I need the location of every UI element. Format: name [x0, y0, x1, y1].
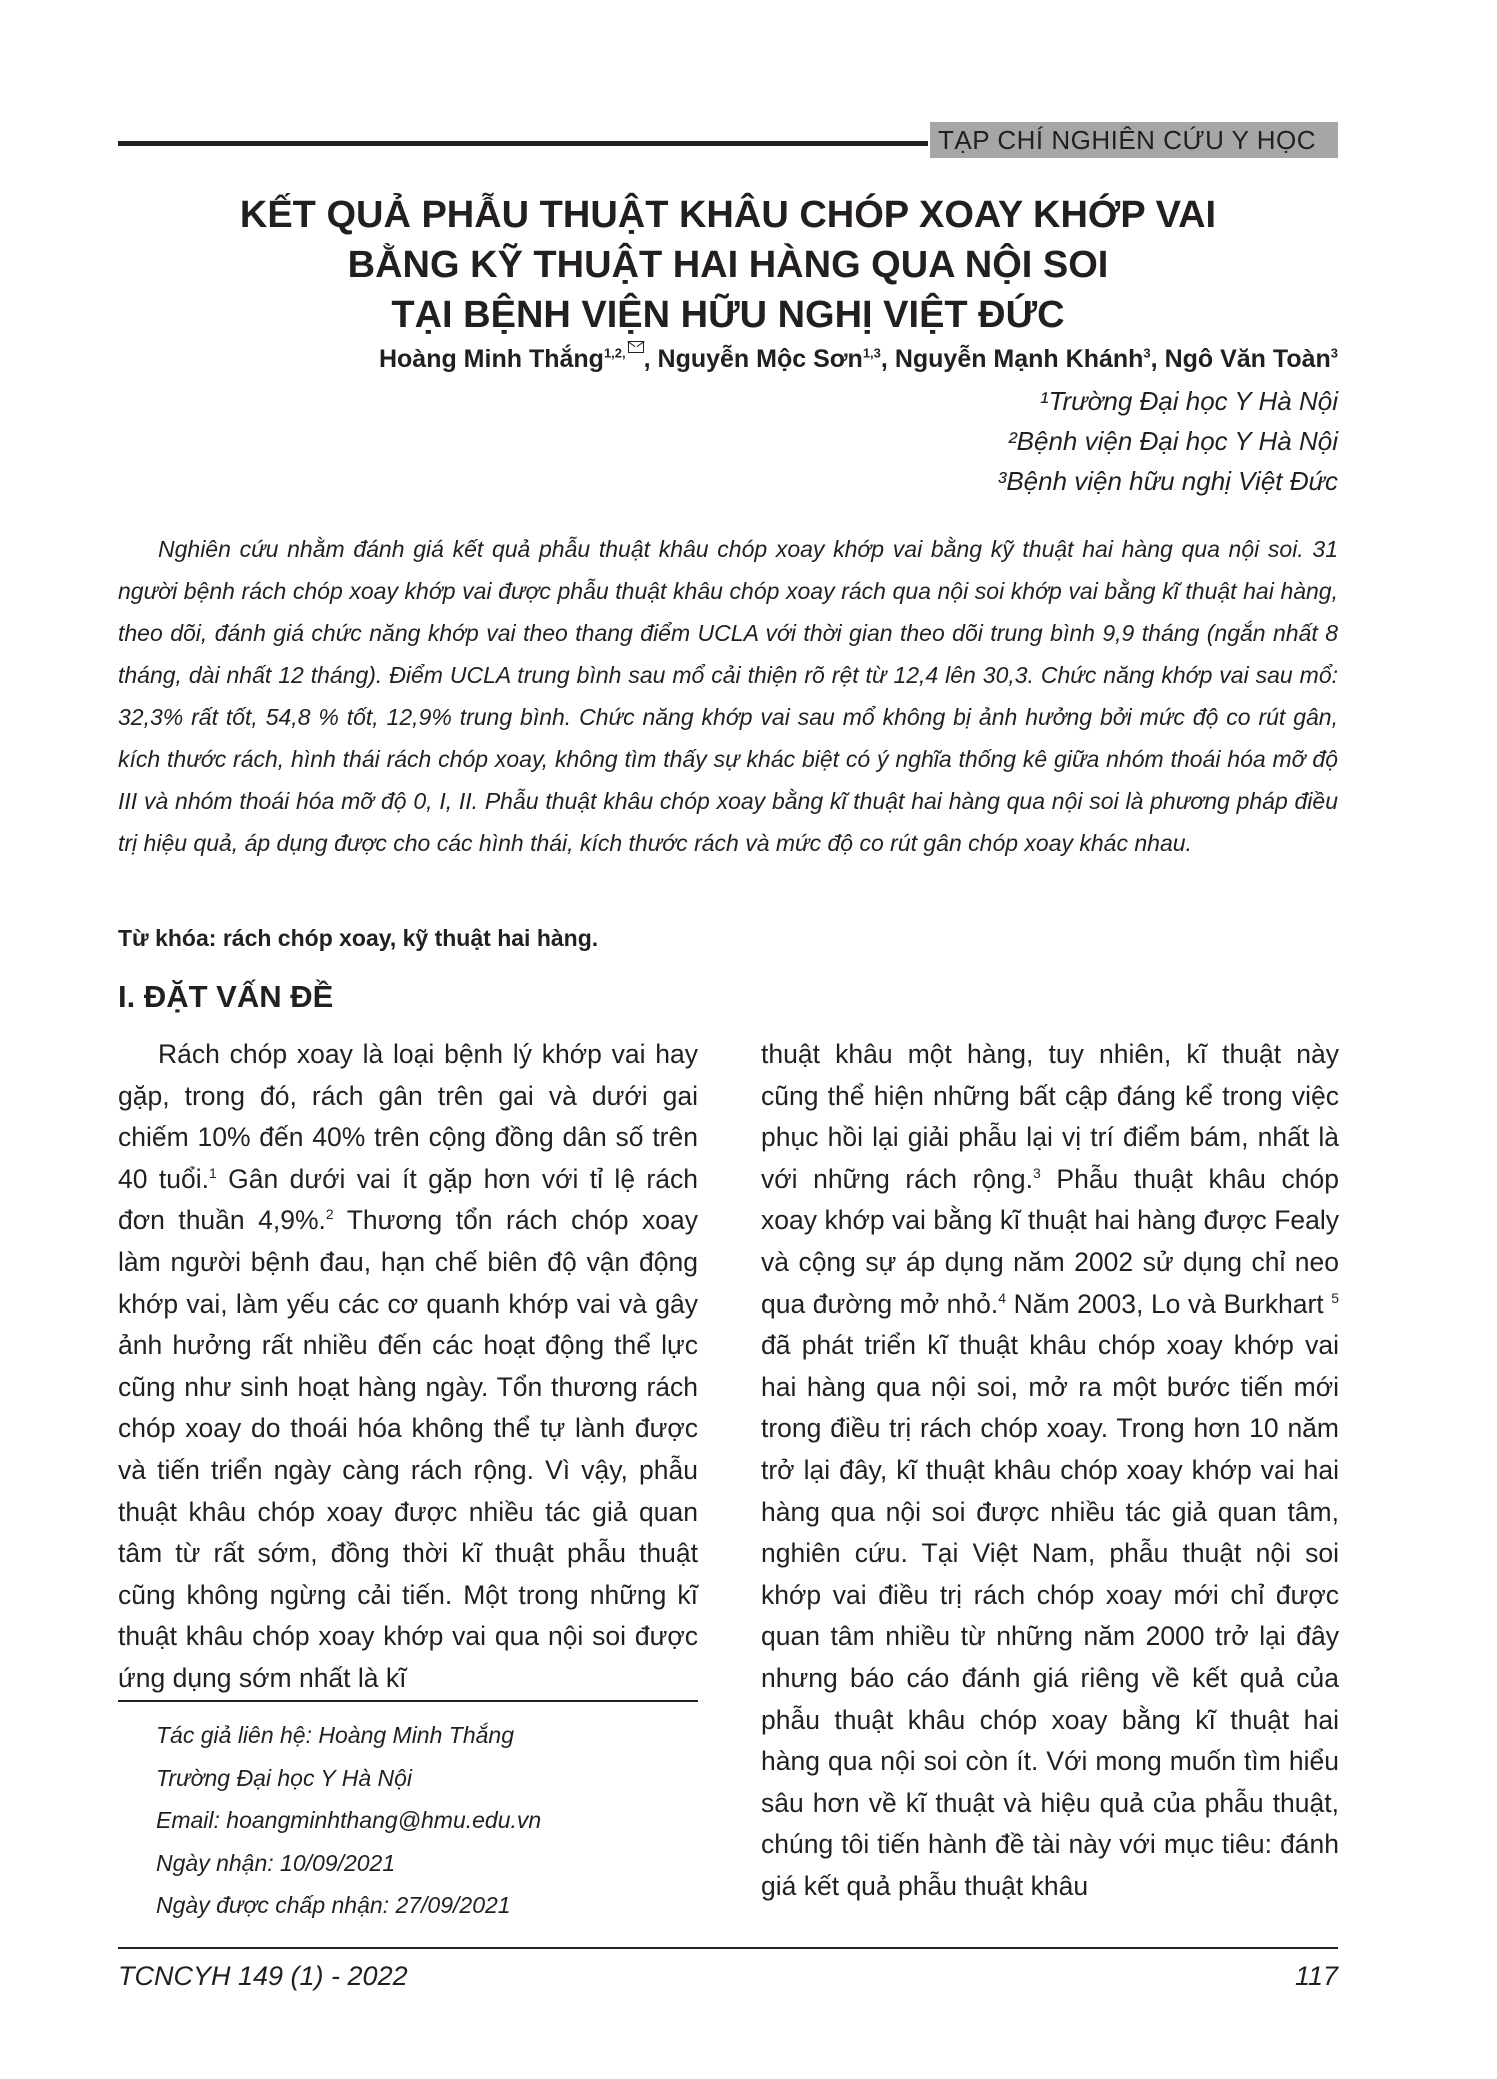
intro-right-column — [761, 1034, 1339, 1907]
citation-ref: 1 — [208, 1164, 217, 1181]
footnote-institution: Trường Đại học Y Hà Nội — [156, 1764, 413, 1791]
author-separator: , — [880, 345, 895, 373]
affiliation-3: ³Bệnh viện hữu nghị Việt Đức — [997, 466, 1338, 496]
citation-ref: 5 — [1331, 1289, 1339, 1306]
header-rule — [118, 141, 928, 146]
intro-text: Gân dưới vai ít gặp hơn với tỉ lệ rách đơn thuần 4,9%. — [118, 1163, 698, 1236]
section-heading: I. ĐẶT VẤN ĐỀ — [118, 979, 334, 1014]
footnote-contact: Tác giả liên hệ: Hoàng Minh Thắng — [156, 1722, 514, 1748]
footnote-rule — [118, 1700, 698, 1702]
author-affiliation-mark: 3 — [1143, 345, 1151, 361]
abstract: Nghiên cứu nhằm đánh giá kết quả phẫu thuật khâu chóp xoay khớp vai bằng kỹ thuật hai hàng qua nội soi. 31 người bệnh rách chóp xoay khớp vai được phẫu thuật khâu chóp xoay rách qua nội soi khớp vai bằng kĩ thuật hai hàng, theo dõi, đánh giá chức năng khớp vai theo thang điểm UCLA với thời gian theo dõi trung bình 9,9 tháng (ngắn nhất 8 tháng, dài nhất 12 tháng). Điểm UCLA trung bình sau mổ cải thiện rõ rệt từ 12,4 lên 30,3. Chức năng khớp vai sau mổ: 32,3% rất tốt, 54,8 % tốt, 12,9% trung bình. Chức năng khớp vai sau mổ không bị ảnh hưởng bởi mức độ co rút gân, kích thước rách, hình thái rách chóp xoay, không tìm thấy sự khác biệt có ý nghĩa thống kê giữa nhóm thoái hóa mỡ độ III và nhóm thoái hóa mỡ độ 0, I, II. Phẫu thuật khâu chóp xoay bằng kĩ thuật hai hàng qua nội soi là phương pháp điều trị hiệu quả, áp dụng được cho các hình thái, kích thước rách và mức độ co rút gân chóp xoay khác nhau. — [118, 536, 1338, 856]
author-affiliation-mark: 1,3 — [862, 345, 881, 361]
author-name: Ngô Văn Toàn — [1164, 345, 1331, 373]
citation-ref: 2 — [325, 1206, 334, 1223]
title-line-3: TẠI BỆNH VIỆN HỮU NGHỊ VIỆT ĐỨC — [391, 294, 1065, 336]
author-affiliation-mark: 1,2, — [603, 345, 626, 361]
footnote-accepted: Ngày được chấp nhận: 27/09/2021 — [156, 1892, 511, 1918]
journal-tag: TẠP CHÍ NGHIÊN CỨU Y HỌC — [930, 122, 1338, 158]
citation-ref: 3 — [1033, 1164, 1041, 1181]
intro-text: thuật khâu một hàng, tuy nhiên, kĩ thuật này cũng thể hiện những bất cập đáng kể trong việc phục hồi lại giải phẫu lại vị trí điểm bám, nhất là với những rách rộng. — [761, 1039, 1339, 1194]
author-name: Hoàng Minh Thắng — [378, 345, 604, 373]
keywords: Từ khóa: rách chóp xoay, kỹ thuật hai hàng. — [118, 925, 599, 951]
page-number: 117 — [1294, 1961, 1338, 1991]
author-name: Nguyễn Mộc Sơn — [657, 345, 863, 373]
mail-icon — [628, 341, 644, 353]
article-title — [118, 190, 1338, 340]
intro-text: Thương tổn rách chóp xoay làm người bệnh đau, hạn chế biên độ vận động khớp vai, làm yếu các cơ quanh khớp vai và gây ảnh hưởng rất nhiều đến các hoạt động thể lực cũng như sinh hoạt hàng ngày. Tổn thương rách chóp xoay do thoái hóa không thể tự lành được và tiến triển ngày càng rách rộng. Vì vậy, phẫu thuật khâu chóp xoay được nhiều tác giả quan tâm từ rất sớm, đồng thời kĩ thuật phẫu thuật cũng không ngừng cải tiến. Một trong những kĩ thuật khâu chóp xoay khớp vai qua nội soi được ứng dụng sớm nhất là kĩ — [118, 1205, 698, 1693]
intro-text: Rách chóp xoay là loại bệnh lý khớp vai hay gặp, trong đó, rách gân trên gai và dưới gai chiếm 10% đến 40% trên cộng đồng dân số trên 40 tuổi. — [118, 1039, 698, 1194]
title-line-1: KẾT QUẢ PHẪU THUẬT KHÂU CHÓP XOAY KHỚP VAI — [239, 194, 1217, 236]
author-affiliation-mark: 3 — [1330, 345, 1338, 361]
author-list — [379, 342, 1338, 376]
intro-text: đã phát triển kĩ thuật khâu chóp xoay khớp vai hai hàng qua nội soi, mở ra một bước tiến mới trong điều trị rách chóp xoay. Trong hơn 10 năm trở lại đây, kĩ thuật khâu chóp xoay khớp vai hai hàng qua nội soi được nhiều tác giả quan tâm, nghiên cứu. Tại Việt Nam, phẫu thuật nội soi khớp vai điều trị rách chóp xoay mới chỉ được quan tâm nhiều từ những năm 2000 trở lại đây nhưng báo cáo đánh giá riêng về kết quả của phẫu thuật khâu chóp xoay bằng kĩ thuật hai hàng qua nội soi còn ít. Với mong muốn tìm hiểu sâu hơn về kĩ thuật và hiệu quả của phẫu thuật, chúng tôi tiến hành đề tài này với mục tiêu: đánh giá kết quả phẫu thuật khâu — [761, 1330, 1339, 1901]
intro-left-column — [118, 1034, 698, 1700]
intro-text: Năm 2003, Lo và Burkhart — [1006, 1288, 1332, 1319]
author-name: Nguyễn Mạnh Khánh — [894, 345, 1144, 373]
citation-ref: 4 — [998, 1289, 1007, 1306]
affiliation-1: ¹Trường Đại học Y Hà Nội — [1039, 386, 1338, 416]
footer-journal: TCNCYH 149 (1) - 2022 — [118, 1961, 408, 1991]
intro-text: Phẫu thuật khâu chóp xoay khớp vai bằng kĩ thuật hai hàng được Fealy và cộng sự áp dụng năm 2002 sử dụng chỉ neo qua đường mở nhỏ. — [761, 1163, 1339, 1319]
footer-rule — [118, 1947, 1338, 1949]
correspondence-footnote — [156, 1714, 541, 1927]
author-separator: , — [1150, 345, 1165, 373]
footnote-email: Email: hoangminhthang@hmu.edu.vn — [156, 1807, 542, 1833]
affiliation-2: ²Bệnh viện Đại học Y Hà Nội — [1007, 426, 1338, 456]
author-separator: , — [643, 345, 658, 373]
title-line-2: BẰNG KỸ THUẬT HAI HÀNG QUA NỘI SOI — [347, 244, 1109, 286]
footnote-received: Ngày nhận: 10/09/2021 — [156, 1849, 396, 1876]
